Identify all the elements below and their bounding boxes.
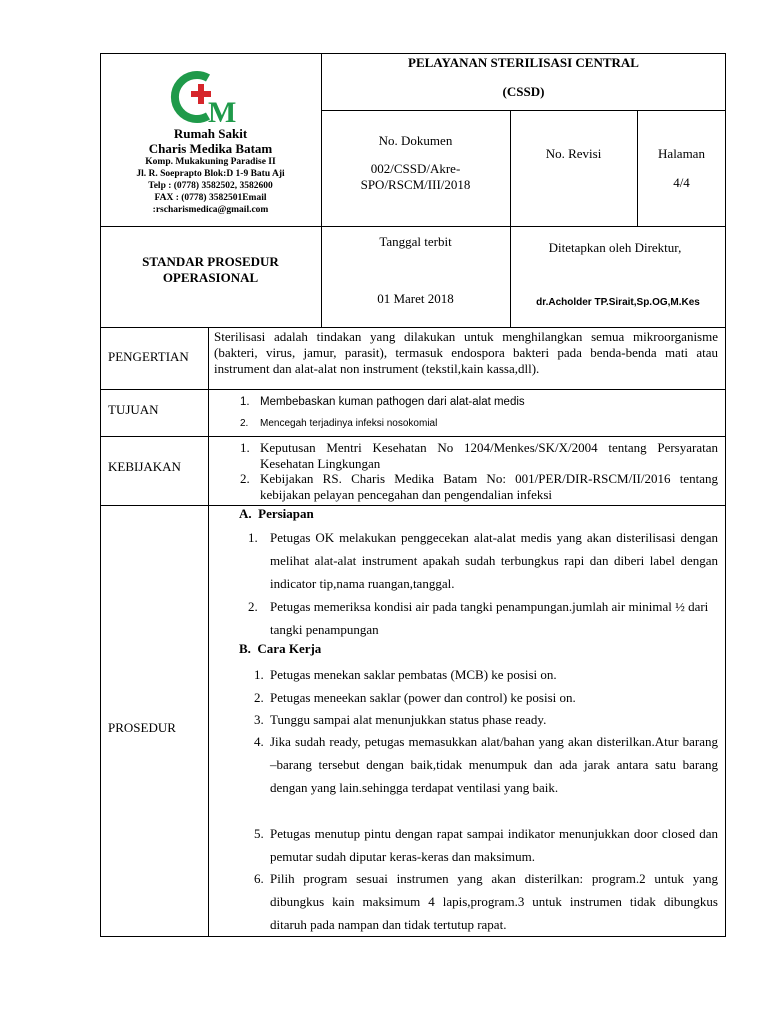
hospital-address-1: Komp. Mukakuning Paradise II [145, 157, 276, 167]
direktur-signature-name: dr.Acholder TP.Sirait,Sp.OG,M.Kes [536, 297, 700, 308]
tujuan-label: TUJUAN [108, 402, 159, 417]
prosedur-b-item-6: Pilih program sesuai instrumen yang akan disterilkan: program.2 untuk yang dibungkus kain maksimum 4 lapis,program.3 untuk instrumen tidak dibungkus ditaruh pada nampan dan tidak tertutup rapat. [270, 871, 718, 932]
prosedur-label: PROSEDUR [108, 720, 176, 735]
hospital-email: :rscharismedica@gmail.com [152, 205, 269, 215]
kebijakan-item-1: Keputusan Mentri Kesehatan No 1204/Menkes/SK/X/2004 tentang Persyaratan Kesehatan Lingkungan [260, 440, 718, 471]
logo-m: M [208, 96, 237, 124]
hospital-telp: Telp : (0778) 3582502, 3582600 [148, 181, 273, 191]
prosedur-b-item: 4. Jika sudah ready, petugas memasukkan alat/bahan yang akan disterilkan.Atur barang –barang tersebut dengan baik,tidak menumpuk dan ada jarak antara satu barang dengan yang lain.sehingga terdapat ventilasi yang baik. [254, 734, 718, 795]
tanggal-terbit-label: Tanggal terbit [379, 234, 452, 249]
section-a-title: Persiapan [258, 506, 314, 521]
hospital-name-line2: Charis Medika Batam [148, 141, 273, 156]
no-dokumen-label: No. Dokumen [378, 133, 453, 148]
kebijakan-label: KEBIJAKAN [108, 459, 181, 474]
hospital-logo [168, 70, 254, 124]
kebijakan-item-2: Kebijakan RS. Charis Medika Batam No: 001/PER/DIR-RSCM/II/2016 tentang kebijakan pelayan pencegahan dan pengendalian infeksi [260, 471, 718, 502]
prosedur-b-item-1: Petugas menekan saklar pembatas (MCB) ke posisi on. [270, 667, 557, 682]
prosedur-b-item: 3. Tunggu sampai alat menunjukkan status phase ready. [254, 712, 547, 727]
prosedur-b-item: 5. Petugas menutup pintu dengan rapat sampai indikator menunjukkan door closed dan pemutar sudah diputar keras-keras dan maksimum. [254, 826, 718, 864]
tujuan-item-1: Membebaskan kuman pathogen dari alat-alat medis [260, 396, 525, 408]
kebijakan-item: 1. Keputusan Mentri Kesehatan No 1204/Menkes/SK/X/2004 tentang Persyaratan Kesehatan Lingkungan [240, 440, 718, 471]
doc-title: PELAYANAN STERILISASI CENTRAL [408, 55, 639, 70]
prosedur-a-item-2: Petugas memeriksa kondisi air pada tangki penampungan.jumlah air minimal ½ dari tangki penampungan [270, 599, 709, 637]
spo-title: STANDAR PROSEDUR OPERASIONAL [142, 254, 279, 285]
prosedur-a-item-1: Petugas OK melakukan penggecekan alat-alat medis yang akan disterilisasi dengan melihat alat-alat instrument apakah sudah terbungkus rapi dan diberi label dengan indicator tip,nama ruangan,tanggal. [270, 530, 718, 591]
tujuan-item: 1. Membebaskan kuman pathogen dari alat-alat medis [240, 396, 525, 408]
ditetapkan-oleh: Ditetapkan oleh Direktur, [548, 240, 682, 255]
prosedur-a-item: 2. Petugas memeriksa kondisi air pada tangki penampungan.jumlah air minimal ½ dari tangki penampungan [248, 599, 709, 637]
hospital-address-2: Jl. R. Soeprapto Blok:D 1-9 Batu Aji [136, 169, 285, 179]
halaman-label: Halaman [658, 146, 705, 161]
tujuan-item-2: Mencegah terjadinya infeksi nosokomial [260, 418, 438, 429]
prosedur-b-item-5: Petugas menutup pintu dengan rapat sampai indikator menunjukkan door closed dan pemutar sudah diputar keras-keras dan maksimum. [270, 826, 718, 864]
prosedur-b-item: 6. Pilih program sesuai instrumen yang akan disterilkan: program.2 untuk yang dibungkus kain maksimum 4 lapis,program.3 untuk instrumen tidak dibungkus ditaruh pada nampan dan tidak tertutup rapat. [254, 871, 718, 932]
prosedur-b-item: 1. Petugas menekan saklar pembatas (MCB) ke posisi on. [254, 667, 557, 682]
prosedur-a-item: 1. Petugas OK melakukan penggecekan alat-alat medis yang akan disterilisasi dengan melihat alat-alat instrument apakah sudah terbungkus rapi dan diberi label dengan indicator tip,nama ruangan,tanggal. [248, 530, 718, 591]
halaman-value: 4/4 [673, 175, 690, 190]
section-a-heading: A. Persiapan [239, 506, 314, 521]
hospital-name-line1: Rumah Sakit [173, 126, 248, 141]
doc-subtitle: (CSSD) [502, 84, 545, 99]
pengertian-label: PENGERTIAN [108, 349, 189, 364]
hospital-fax: FAX : (0778) 3582501Email [154, 193, 267, 203]
section-b-title: Cara Kerja [257, 641, 322, 656]
no-dokumen-value: 002/CSSD/Akre-SPO/RSCM/III/2018 [360, 161, 471, 192]
prosedur-b-item-4: Jika sudah ready, petugas memasukkan alat/bahan yang akan disterilkan.Atur barang –barang tersebut dengan baik,tidak menumpuk dan ada jarak antara satu barang dengan yang lain.sehingga terdapat ventilasi yang baik. [270, 734, 718, 795]
pengertian-text: Sterilisasi adalah tindakan yang dilakukan untuk menghilangkan semua mikroorganisme (bakteri, virus, jamur, parasit), termasuk endospora bakteri pada benda-benda mati atau instrument dan alat-alat non instrument (tekstil,kain kassa,dll). [214, 329, 718, 376]
no-revisi-label: No. Revisi [545, 146, 602, 161]
prosedur-b-item-2: Petugas meneekan saklar (power dan control) ke posisi on. [270, 690, 576, 705]
kebijakan-item: 2. Kebijakan RS. Charis Medika Batam No: 001/PER/DIR-RSCM/II/2016 tentang kebijakan pelayan pencegahan dan pengendalian infeksi [240, 471, 718, 502]
tujuan-item: 2. Mencegah terjadinya infeksi nosokomial [240, 418, 438, 429]
prosedur-b-item: 2. Petugas meneekan saklar (power dan control) ke posisi on. [254, 690, 576, 705]
section-b-heading: B. Cara Kerja [239, 641, 322, 656]
prosedur-b-item-3: Tunggu sampai alat menunjukkan status phase ready. [270, 712, 547, 727]
tanggal-terbit-value: 01 Maret 2018 [377, 291, 454, 306]
